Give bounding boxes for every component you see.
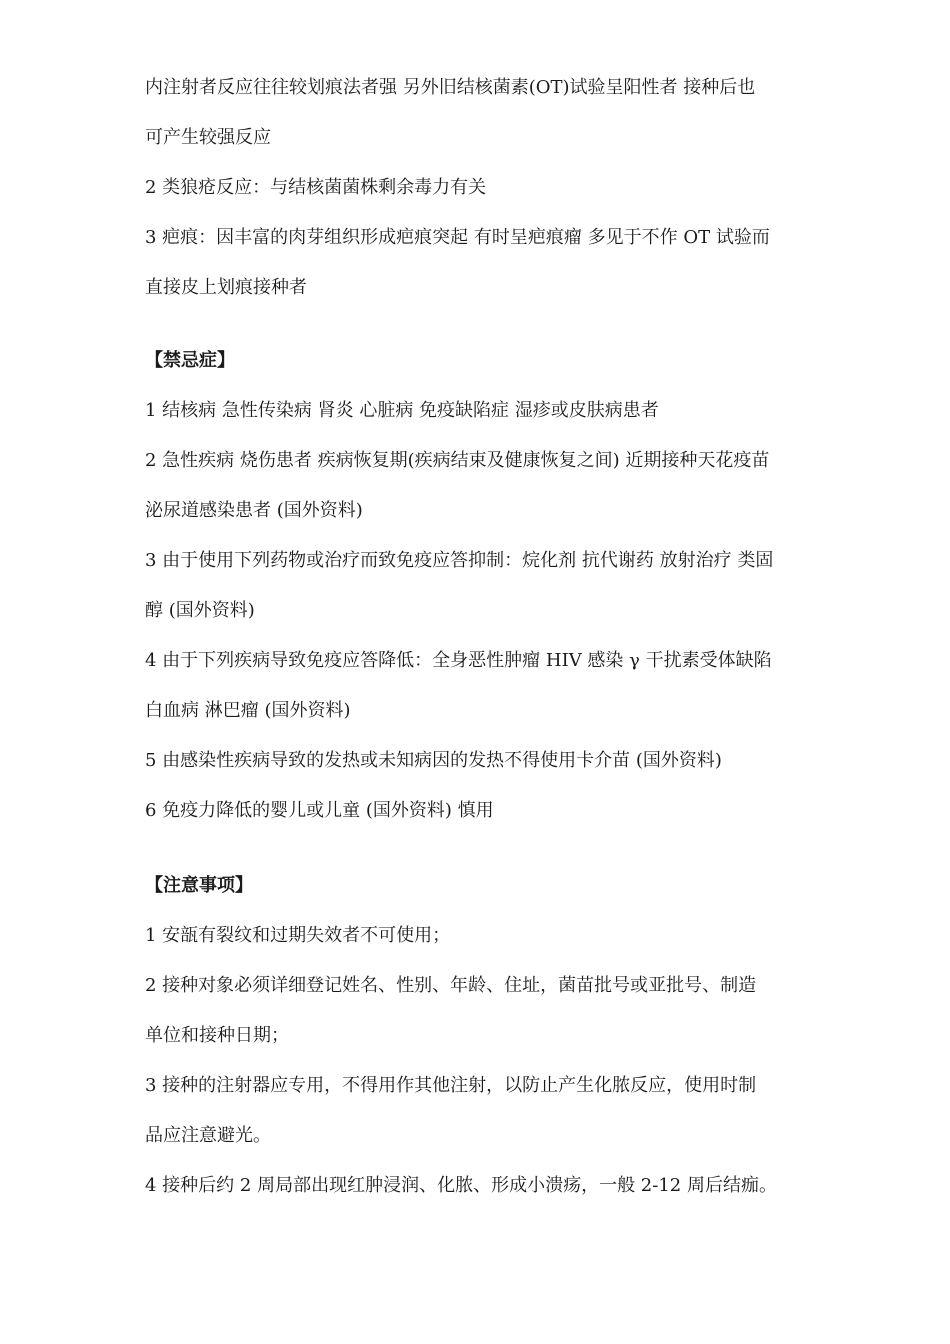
contraindication-item-4-line-2: 白血病 淋巴瘤 (国外资料): [145, 700, 351, 721]
contraindication-item-4-line-1: 4 由于下列疾病导致免疫应答降低：全身恶性肿瘤 HIV 感染 γ 干扰素受体缺陷: [145, 650, 772, 671]
precautions-heading: 【注意事项】: [145, 875, 253, 896]
precaution-item-3-line-1: 3 接种的注射器应专用，不得用作其他注射，以防止产生化脓反应，使用时制: [145, 1075, 757, 1096]
intro-item-2: 2 类狼疮反应：与结核菌菌株剩余毒力有关: [145, 177, 487, 198]
contraindication-item-3-line-1: 3 由于使用下列药物或治疗而致免疫应答抑制：烷化剂 抗代谢药 放射治疗 类固: [145, 550, 774, 571]
precaution-item-3-line-2: 品应注意避光。: [145, 1125, 271, 1146]
intro-item-3-line-2: 直接皮上划痕接种者: [145, 277, 307, 298]
intro-line-1: 内注射者反应往往较划痕法者强 另外旧结核菌素(OT)试验呈阳性者 接种后也: [145, 77, 756, 98]
intro-line-2: 可产生较强反应: [145, 127, 271, 148]
contraindication-item-5: 5 由感染性疾病导致的发热或未知病因的发热不得使用卡介苗 (国外资料): [145, 750, 722, 771]
contraindication-item-2-line-2: 泌尿道感染患者 (国外资料): [145, 500, 363, 521]
precaution-item-2-line-2: 单位和接种日期；: [145, 1025, 289, 1046]
contraindication-item-6: 6 免疫力降低的婴儿或儿童 (国外资料) 慎用: [145, 800, 494, 821]
precaution-item-2-line-1: 2 接种对象必须详细登记姓名、性别、年龄、住址，菌苗批号或亚批号、制造: [145, 975, 757, 996]
contraindication-item-3-line-2: 醇 (国外资料): [145, 600, 255, 621]
contraindication-item-2-line-1: 2 急性疾病 烧伤患者 疾病恢复期(疾病结束及健康恢复之间) 近期接种天花疫苗: [145, 450, 770, 471]
contraindication-item-1: 1 结核病 急性传染病 肾炎 心脏病 免疫缺陷症 湿疹或皮肤病患者: [145, 400, 659, 421]
contraindications-heading: 【禁忌症】: [145, 350, 235, 371]
precaution-item-4: 4 接种后约 2 周局部出现红肿浸润、化脓、形成小溃疡，一般 2-12 周后结痂。: [145, 1175, 777, 1196]
precaution-item-1: 1 安瓿有裂纹和过期失效者不可使用；: [145, 925, 451, 946]
intro-item-3-line-1: 3 疤痕：因丰富的肉芽组织形成疤痕突起 有时呈疤痕瘤 多见于不作 OT 试验而: [145, 227, 770, 248]
